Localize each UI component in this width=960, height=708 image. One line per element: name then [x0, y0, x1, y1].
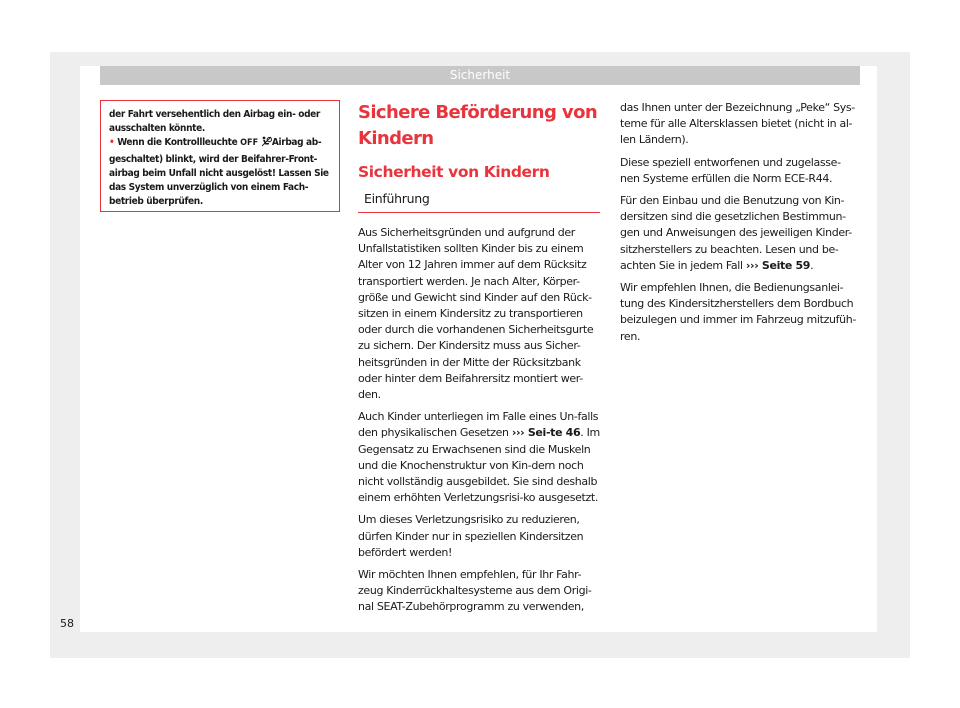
warning-bold-lead: Wenn die Kontrollleuchte	[117, 137, 238, 149]
airbag-off-icon	[261, 136, 272, 152]
warning-box	[100, 100, 340, 212]
section-title	[358, 100, 600, 152]
paragraph-text: . Im Gegensatz zu Erwachsenen sind die Muskeln und die Knochenstruktur von Kin-dern noch nicht vollständig ausgebildet. Sie sind deshalb einem erhöhten Verletzungsrisi-ko ausgesetzt.	[358, 426, 600, 505]
off-indicator-text: OFF	[240, 138, 259, 149]
paragraph	[358, 409, 600, 506]
section-title-line2: Kindern	[358, 128, 434, 149]
paragraph	[620, 193, 860, 274]
warning-text: Airbag ab-geschaltet) blinkt, wird der Beifahrer-Front-airbag beim Unfall nicht ausgelöst! Lassen Sie das System unverzüglich von einem Fach-betrieb überprüfen.	[109, 137, 329, 208]
paragraph-text: Auch Kinder unterliegen im Falle eines Un-falls den physikalischen Gesetzen	[358, 410, 599, 440]
bullet-marker: •	[109, 137, 115, 149]
paragraph: Um dieses Verletzungsrisiko zu reduzieren, dürfen Kinder nur in speziellen Kindersitzen befördert werden!	[358, 513, 584, 559]
paragraph: Aus Sicherheitsgründen und aufgrund der Unfallstatistiken sollten Kinder bis zu einem Alter von 12 Jahren immer auf dem Rücksitz transportiert werden. Je nach Alter, Körper-größe und Gewicht sind Kinder auf den Rück-sitzen in einem Kindersitz zu transportieren oder durch die vorhandenen Sicherheitsgurte zu sichern. Der Kindersitz muss aus Sicher-heitsgründen in der Mitte der Rücksitzbank oder hinter dem Beifahrersitz montiert wer-den.	[358, 226, 594, 402]
section-title-line1: Sichere Beförderung von	[358, 102, 598, 123]
paragraph: Wir möchten Ihnen empfehlen, für Ihr Fahr-zeug Kinderrückhaltesysteme aus dem Origi-nal SEAT-Zubehörprogramm zu verwenden,	[358, 568, 592, 614]
page-reference-link[interactable]: ››› Seite 59	[745, 258, 811, 272]
column-right	[620, 100, 860, 351]
column-middle	[358, 100, 600, 622]
paragraph-text: Für den Einbau und die Benutzung von Kin-dersitzen sind die gesetzlichen Bestimmun-gen und Anweisungen des jeweiligen Kinder-sitzherstellers zu beachten. Lesen und be-achten Sie in jedem Fall	[620, 194, 852, 272]
chapter-header: Sicherheit	[100, 66, 860, 85]
section-subtitle: Sicherheit von Kindern	[358, 163, 550, 181]
column-right-text	[620, 100, 860, 345]
paragraph-text: .	[810, 258, 814, 272]
warning-bullet-item	[109, 136, 333, 209]
paragraph: Wir empfehlen Ihnen, die Bedienungsanlei-tung des Kindersitzherstellers dem Bordbuch beizulegen und immer im Fahrzeug mitzufüh-ren.	[620, 281, 857, 343]
paragraph: Diese speziell entworfenen und zugelasse-nen Systeme erfüllen die Norm ECE-R44.	[620, 155, 841, 185]
heading-rule	[358, 212, 600, 213]
section-subsubtitle: Einführung	[364, 191, 430, 206]
column-middle-text	[358, 225, 600, 616]
warning-line1: der Fahrt versehentlich den Airbag ein- oder ausschalten könnte.	[109, 109, 320, 135]
paragraph: das Ihnen unter der Bezeichnung „Peke“ Sys-teme für alle Altersklassen bietet (nicht in al-len Ländern).	[620, 101, 855, 147]
page-number: 58	[60, 617, 74, 630]
page-reference-link[interactable]: ››› Sei-te 46	[511, 426, 581, 440]
